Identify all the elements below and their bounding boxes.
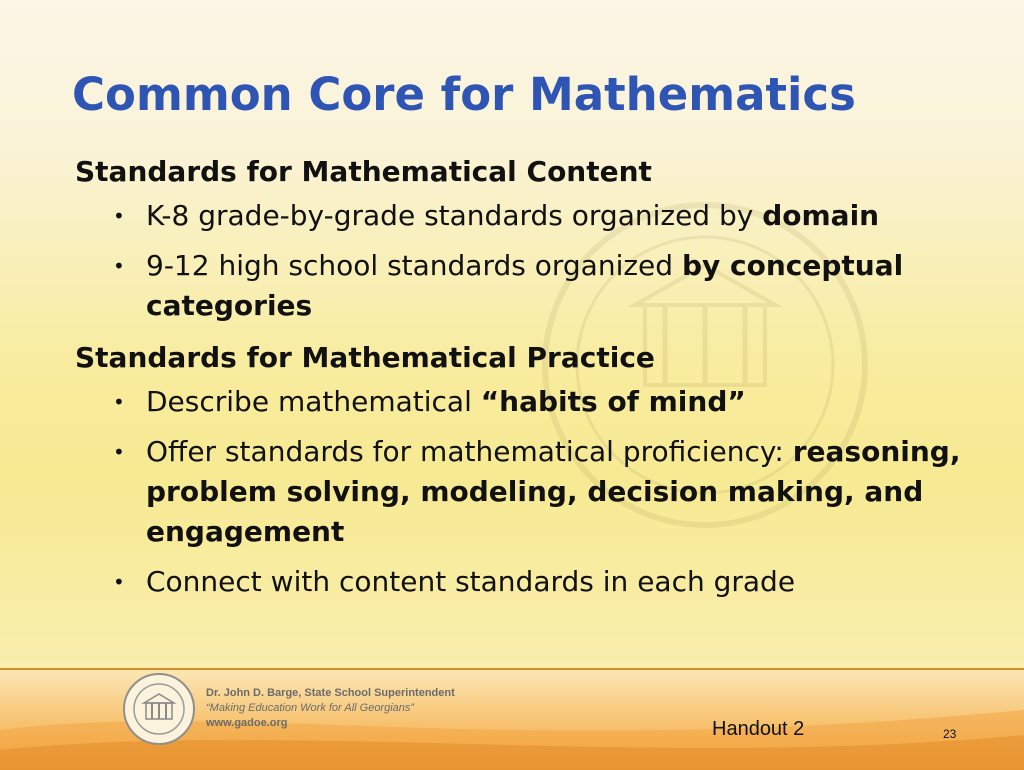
handout-label: Handout 2	[712, 718, 805, 740]
bullet-text: K-8 grade-by-grade standards organized by	[146, 199, 763, 232]
footer-motto: “Making Education Work for All Georgians”	[206, 702, 415, 714]
bullet-list	[75, 382, 975, 602]
bullet-item	[75, 562, 975, 602]
bullet-text: 9-12 high school standards organized	[146, 249, 682, 282]
section-heading: Standards for Mathematical Practice	[75, 341, 655, 374]
department-of-education-seal-icon	[122, 672, 196, 746]
bullet-text: Offer standards for mathematical proficiency:	[146, 435, 793, 468]
bullet-item	[75, 432, 975, 552]
section-content-standards	[75, 152, 975, 326]
bullet-emphasis: domain	[762, 199, 880, 232]
page-number: 23	[943, 727, 957, 741]
section-heading: Standards for Mathematical Content	[75, 155, 652, 188]
slide-title: Common Core for Mathematics	[72, 68, 856, 121]
bullet-emphasis: by conceptual categories	[146, 249, 904, 322]
bullet-item	[75, 196, 975, 236]
bullet-list	[75, 196, 975, 326]
bullet-emphasis: “habits of mind”	[480, 385, 746, 418]
section-practice-standards	[75, 338, 975, 602]
bullet-icon: •	[113, 254, 125, 278]
bullet-icon: •	[113, 204, 125, 228]
bullet-item	[75, 382, 975, 422]
bullet-icon: •	[113, 390, 125, 414]
bullet-text: Connect with content standards in each grade	[146, 565, 796, 598]
bullet-icon: •	[113, 440, 125, 464]
bullet-item	[75, 246, 975, 326]
bullet-text: Describe mathematical	[146, 385, 481, 418]
bullet-icon: •	[113, 570, 125, 594]
superintendent-name: Dr. John D. Barge, State School Superintendent	[206, 687, 455, 699]
bullet-emphasis: reasoning, problem solving, modeling, decision making, and engagement	[146, 435, 961, 548]
footer-website-link[interactable]: www.gadoe.org	[206, 717, 288, 729]
slide-content	[75, 152, 975, 612]
footer-credits	[206, 686, 455, 731]
